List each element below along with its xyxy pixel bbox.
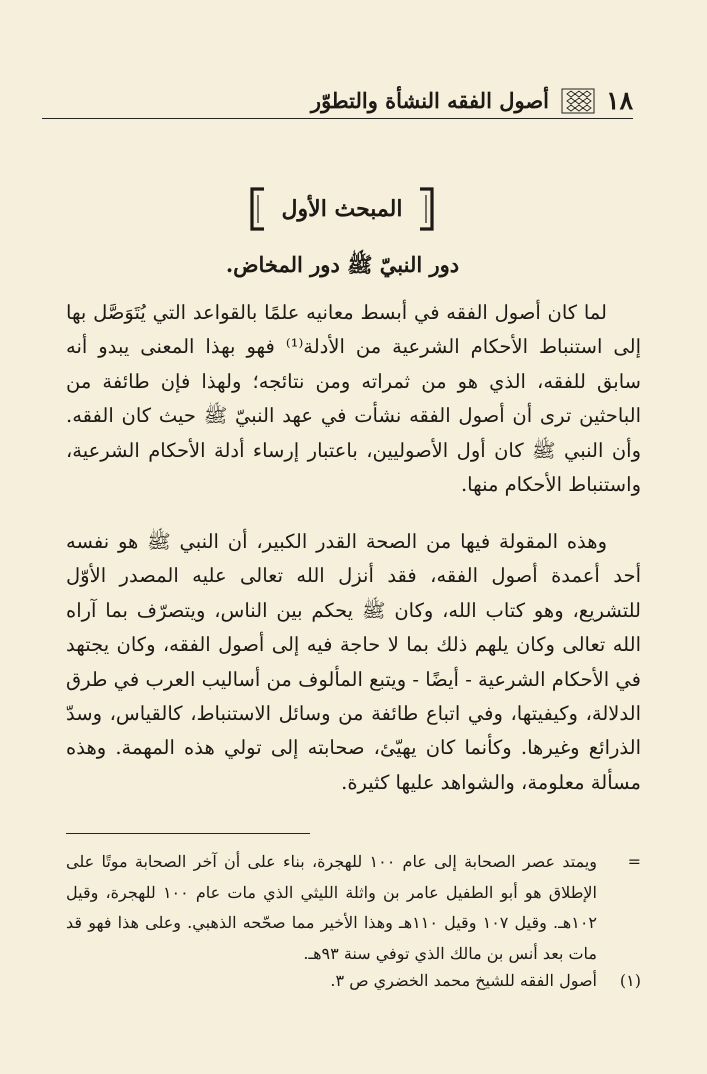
footnote-text: أصول الفقه للشيخ محمد الخضري ص ٣. <box>330 971 597 990</box>
body-paragraph-1: لما كان أصول الفقه في أبسط معانيه علمًا بالقواعد التي يُتَوَصَّل بها إلى استنباط الأحكام الشرعية من الأدلة⁽¹⁾ فهو بهذا المعنى يبدو أنه سابق للفقه، الذي هو من ثمراته ومن نتائجه؛ ولهذا فإن طائفة من الباحثين ترى أن أصول الفقه نشأت في عهد النبيّ ﷺ حيث كان الفقه. وأن النبي ﷺ كان أول الأصوليين، باعتبار إرساء أدلة الأحكام الشرعية، واستنباط الأحكام منها. <box>66 301 641 497</box>
running-title: أصول الفقه النشأة والتطوّر <box>310 88 549 113</box>
body-paragraph-2: وهذه المقولة فيها من الصحة القدر الكبير، أن النبي ﷺ هو نفسه أحد أعمدة أصول الفقه، فقد أنزل الله تعالى عليه المصدر الأوّل للتشريع، وهو كتاب الله، وكان ﷺ يحكم بين الناس، ويتصرّف بما آراه الله تعالى وكان يلهم ذلك بما لا حاجة فيه إلى أصول الفقه، وكان يجتهد في الأحكام الشرعية - أيضًا - ويتبع المألوف من أساليب العرب في طرق الدلالة، وكيفيتها، وفي اتباع طائفة من وسائل الاستنباط، كالقياس، وسدّ الذرائع وغيرها. وكأنما كان يهيّئ، صحابته إلى تولي هذه المهمة. وهذه مسألة معلومة، والشواهد عليها كثيرة. <box>66 530 641 794</box>
footnote-text: ويمتد عصر الصحابة إلى عام ١٠٠ للهجرة، بناء على أن آخر الصحابة موتًا على الإطلاق هو أبو الطفيل عامر بن واثلة الليثي الذي مات عام ١٠٠ للهجرة، وقيل ١٠٢هـ. وقيل ١٠٧ وقيل ١١٠هـ وهذا الأخير مما صحّحه الذهبي. وعلى هذا فهو قد مات بعد أنس بن مالك الذي توفي سنة ٩٣هـ. <box>66 852 598 963</box>
footnote-mark: = <box>627 852 641 871</box>
geometric-ornament-icon <box>561 88 595 114</box>
page-number: ١٨ <box>606 86 633 115</box>
running-header <box>42 84 633 120</box>
section-title-box <box>248 185 436 233</box>
footnote-mark: (١) <box>619 971 641 990</box>
footnote-separator <box>66 833 310 834</box>
footnote-1 <box>66 966 641 997</box>
header-rule <box>42 118 633 119</box>
footnote-continuation <box>66 847 641 969</box>
section-subtitle: دور النبيّ ﷺ دور المخاض. <box>225 252 460 277</box>
section-title: المبحث الأول <box>281 196 403 222</box>
